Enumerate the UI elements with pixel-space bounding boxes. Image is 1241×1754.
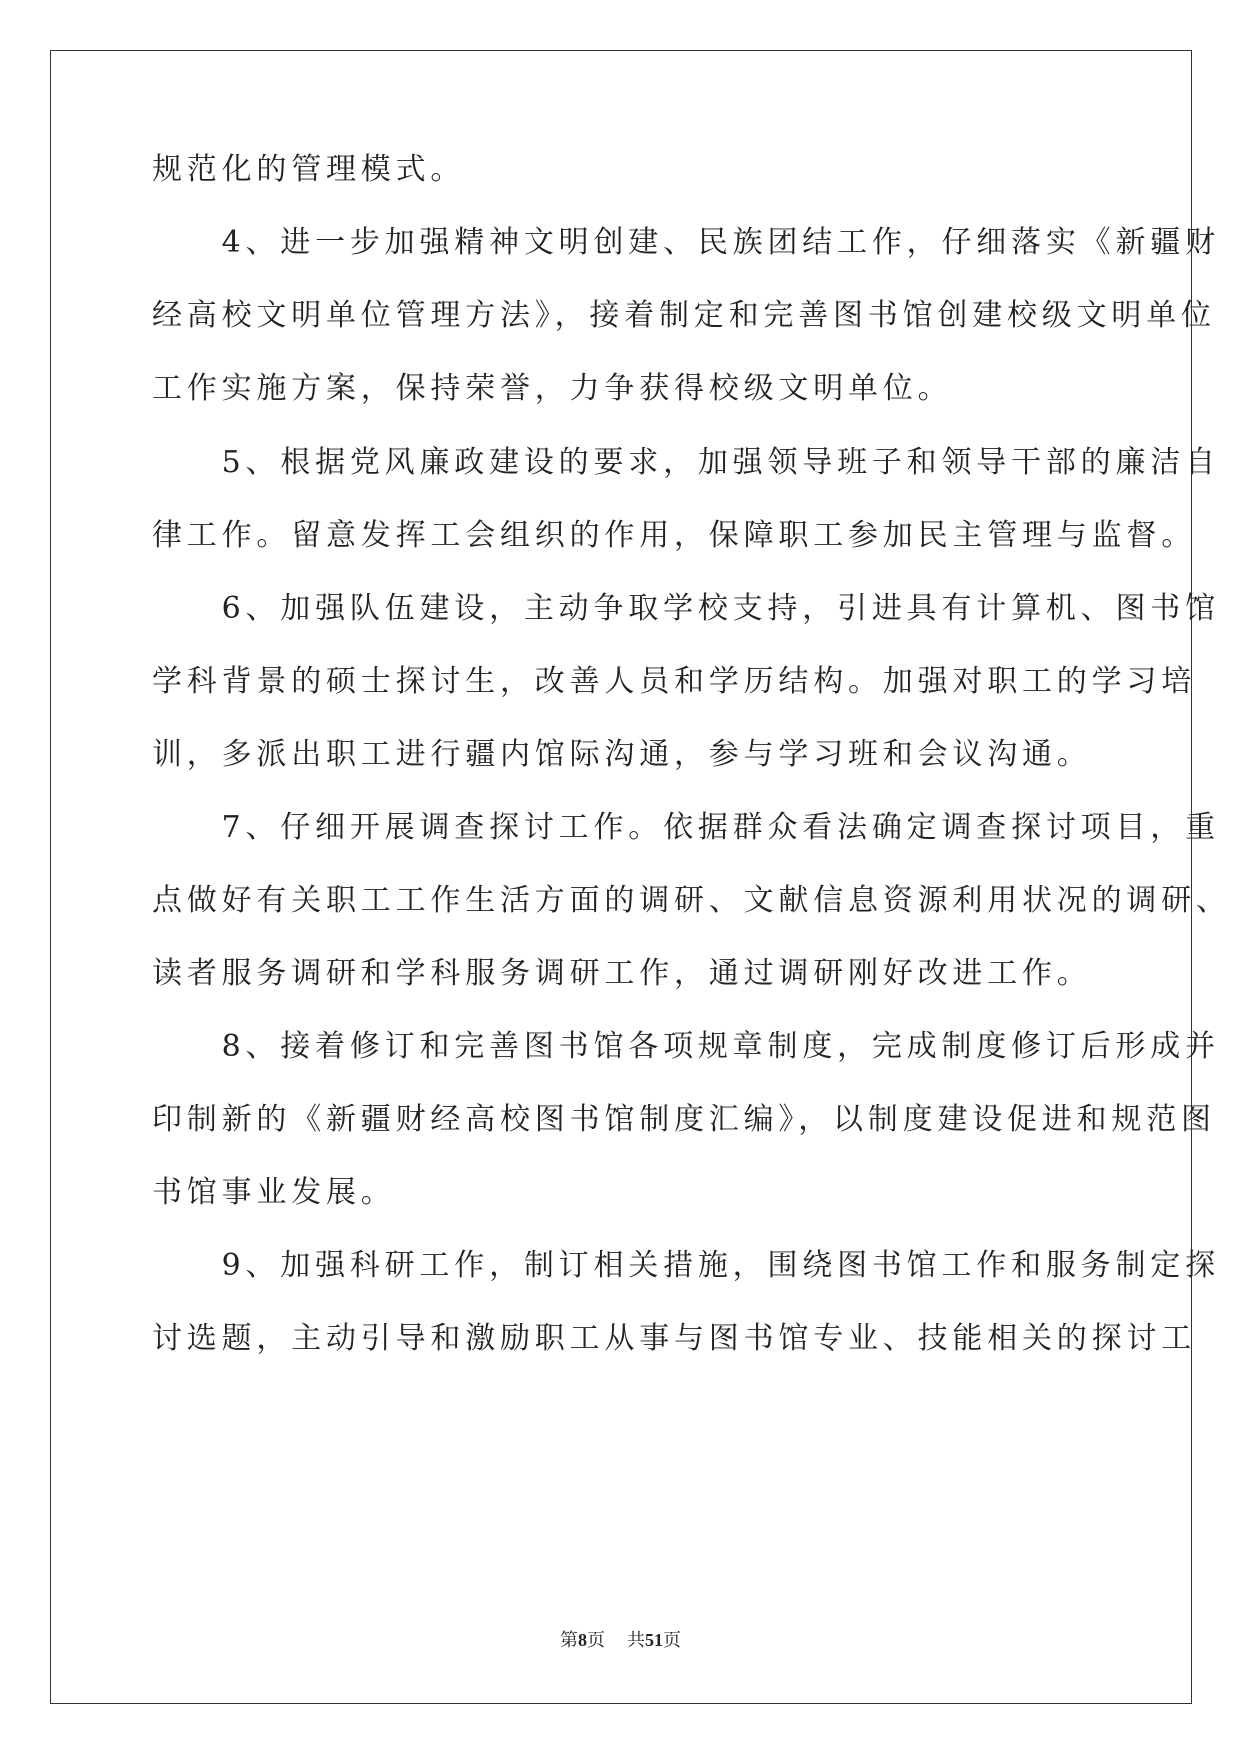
- body-text-line: 9、加强科研工作，制订相关措施，围绕图书馆工作和服务制定探: [152, 1248, 1220, 1283]
- page-prefix: 第: [560, 1630, 578, 1650]
- body-text-line: 经高校文明单位管理方法》，接着制定和完善图书馆创建校级文明单位: [152, 298, 1216, 333]
- body-text-line: 5、根据党风廉政建设的要求，加强领导班子和领导干部的廉洁自: [152, 445, 1220, 480]
- body-text-line: 8、接着修订和完善图书馆各项规章制度，完成制度修订后形成并: [152, 1029, 1220, 1064]
- page-suffix: 页: [587, 1630, 605, 1650]
- body-text-line: 7、仔细开展调查探讨工作。依据群众看法确定调查探讨项目，重: [152, 810, 1220, 845]
- body-text-line: 4、进一步加强精神文明创建、民族团结工作，仔细落实《新疆财: [152, 225, 1220, 260]
- body-text-line: 6、加强队伍建设，主动争取学校支持，引进具有计算机、图书馆: [152, 591, 1220, 626]
- body-text-line: 律工作。留意发挥工会组织的作用，保障职工参加民主管理与监督。: [152, 518, 1196, 553]
- total-prefix: 共: [627, 1630, 645, 1650]
- total-pages: 51: [645, 1630, 663, 1650]
- body-text-line: 训，多派出职工进行疆内馆际沟通，参与学习班和会议沟通。: [152, 737, 1092, 772]
- body-text-line: 书馆事业发展。: [152, 1175, 396, 1210]
- body-text-line: 读者服务调研和学科服务调研工作，通过调研刚好改进工作。: [152, 956, 1092, 991]
- body-text-line: 印制新的《新疆财经高校图书馆制度汇编》，以制度建设促进和规范图: [152, 1102, 1216, 1137]
- total-suffix: 页: [663, 1630, 681, 1650]
- body-text-line: 点做好有关职工工作生活方面的调研、文献信息资源利用状况的调研、: [152, 883, 1231, 918]
- body-text-line: 学科背景的硕士探讨生，改善人员和学历结构。加强对职工的学习培: [152, 664, 1196, 699]
- page-number: 8: [578, 1630, 587, 1650]
- body-text-line: 工作实施方案，保持荣誉，力争获得校级文明单位。: [152, 371, 953, 406]
- page-footer: [0, 1628, 1241, 1652]
- body-text-line: 讨选题，主动引导和激励职工从事与图书馆专业、技能相关的探讨工: [152, 1321, 1196, 1356]
- body-text-line: 规范化的管理模式。: [152, 152, 466, 187]
